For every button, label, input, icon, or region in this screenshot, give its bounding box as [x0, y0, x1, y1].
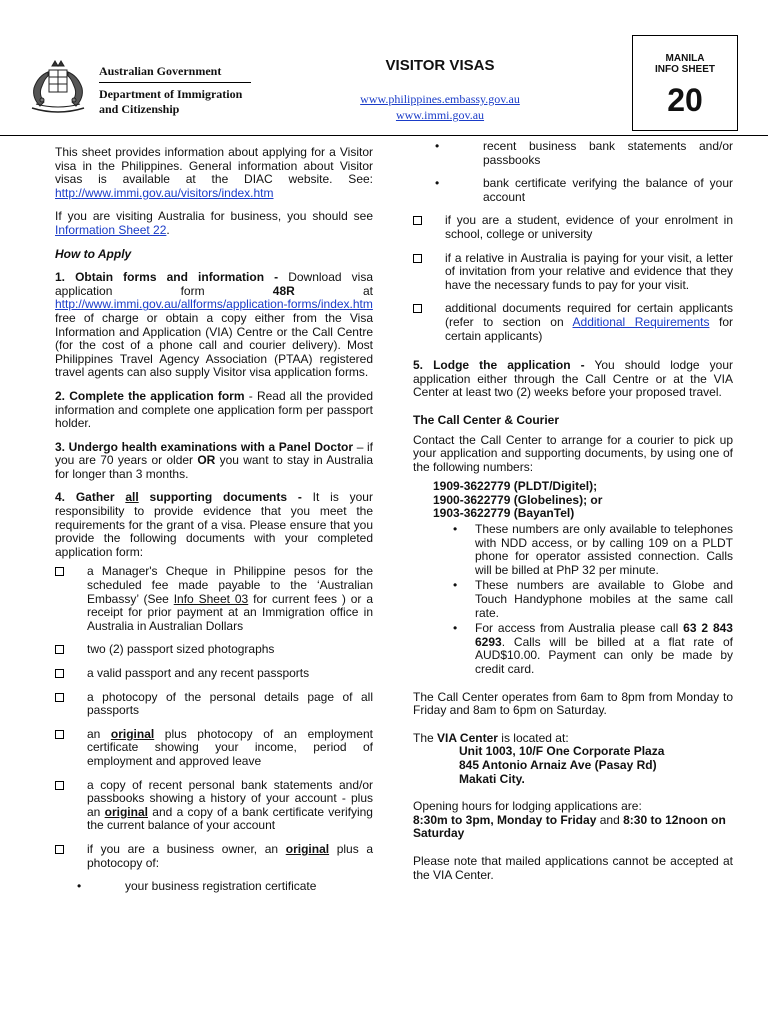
item-additional-text-a: additional documents required for certain applicants (refer to section on — [445, 301, 733, 329]
item-5-text-b: plus photocopy of an employment certificate showing your income, period of employment and approved leave — [87, 726, 373, 768]
via-text-a: The — [413, 730, 434, 745]
embassy-link[interactable]: www.philippines.embassy.gov.au — [360, 92, 520, 106]
step-3-heading: 3. Undergo health examinations with a Panel Doctor — [55, 439, 354, 454]
phone-number: 1909-3622779 (PLDT/Digitel); — [433, 479, 598, 494]
info-sheet-03-ref: Info Sheet 03 — [173, 591, 249, 606]
intro-paragraph — [55, 146, 373, 200]
info-label-1: MANILA — [665, 53, 705, 64]
item-additional-text-b: for certain applicants) — [445, 314, 733, 343]
step-3-text-a: – if you are 70 years or older — [55, 439, 373, 468]
forms-link[interactable]: http://www.immi.gov.au/allforms/application-forms/index.htm — [55, 297, 373, 312]
step-4 — [55, 491, 373, 559]
checkbox-icon — [55, 669, 64, 678]
step-3-text-b: you want to stay in Australia for longer than 3 months. — [55, 453, 373, 481]
step-5-text: You should lodge your application either through the Call Centre or at the VIA Center at least two (2) weeks before your proposed travel. — [413, 358, 733, 400]
checkbox-icon — [55, 567, 64, 576]
checkbox-icon — [413, 254, 422, 263]
dept-line-1: Department of Immigration — [99, 87, 243, 101]
phone-number: 1903-3622779 (BayanTel) — [433, 506, 575, 521]
business-paragraph — [55, 210, 373, 237]
checklist-item — [55, 643, 373, 657]
opening-hours-heading: Opening hours for lodging applications are: — [413, 799, 642, 814]
checklist-item — [55, 691, 373, 718]
step-4-text: It is your responsibility to provide evidence that you meet the requirements for the grant of a visa. Please ensure that you provide the following documents with your completed application form: — [55, 490, 373, 559]
item-1-text-b: for current fees ) or a receipt for prior payment at an Immigration office in Australia in Australian Dollars — [87, 591, 373, 633]
item-6-text-b: and a copy of a bank certificate verifying the current balance of your account — [87, 804, 373, 833]
step-4-heading-a: 4. Gather — [55, 490, 115, 505]
gov-name: Australian Government — [99, 64, 222, 78]
note-item — [413, 579, 733, 620]
checkbox-icon — [55, 645, 64, 654]
how-to-apply-heading: How to Apply — [55, 246, 132, 261]
call-center-hours: The Call Center operates from 6am to 8pm from Monday to Friday and 8am to 6pm on Saturday. — [413, 689, 733, 718]
step-1-text-a: Download visa application form — [55, 270, 373, 298]
mail-note: Please note that mailed applications cannot be accepted at the VIA Center. — [413, 853, 733, 882]
via-text-c: is located at: — [501, 730, 569, 745]
via-center-name: VIA Center — [437, 730, 498, 745]
item-7-text-b: plus a photocopy of: — [87, 841, 374, 870]
hours-and: and — [599, 812, 620, 827]
bullet-icon: • — [453, 621, 458, 636]
checkbox-icon — [413, 216, 422, 225]
note-1-text: These numbers are only available to telephones with NDD access, or by calling 109 on a PLDT phone for operator assisted connection. Calls will be billed at PhP 32 per minute. — [475, 522, 733, 577]
step-3-or: OR — [197, 453, 216, 468]
bullet-icon: • — [453, 522, 458, 537]
item-1-text-a: a Manager's Cheque in Philippine pesos for the scheduled fee made payable to the ‘Australian Embassy’ (See — [87, 564, 373, 606]
sub-item-1-text: your business registration certificate — [125, 879, 317, 894]
phone-number: 1900-3622779 (Globelines); or — [433, 492, 603, 507]
item-6-original: original — [104, 804, 148, 819]
left-column — [55, 146, 373, 904]
checkbox-icon — [413, 304, 422, 313]
info-sheet-number: 20 — [667, 82, 703, 118]
item-4-text: a photocopy of the personal details page of all passports — [87, 689, 373, 718]
header-divider — [0, 135, 768, 136]
australia-phone-number: 63 2 843 6293 — [475, 621, 733, 649]
address-line: Unit 1003, 10/F One Corporate Plaza — [459, 744, 665, 759]
step-2 — [55, 390, 373, 431]
note-2-text: These numbers are available to Globe and Touch Handyphone mobiles at the same call rate. — [475, 578, 733, 620]
business-end: . — [166, 222, 170, 237]
step-1 — [55, 271, 373, 380]
item-relative-text: if a relative in Australia is paying for your visit, a letter of invitation from your relative and evidence that they have the necessary funds to pay for your visit. — [445, 250, 733, 292]
page-title: VISITOR VISAS — [385, 57, 495, 74]
bullet-icon: • — [453, 578, 458, 593]
checkbox-icon — [55, 845, 64, 854]
sub-item-2-text: recent business bank statements and/or passbooks — [483, 139, 733, 167]
address-line: 845 Antonio Arnaiz Ave (Pasay Rd) — [459, 757, 657, 772]
checklist-item — [413, 302, 733, 343]
bullet-item — [413, 177, 733, 204]
checklist-item — [55, 779, 373, 833]
business-text: If you are visiting Australia for business, you should see — [55, 209, 373, 224]
bullet-item — [55, 880, 373, 894]
step-2-text: - Read all the provided information and complete one application form per passport holder. — [55, 388, 373, 431]
step-4-heading-b: supporting documents - — [149, 490, 302, 505]
step-4-all: all — [125, 490, 139, 505]
step-5-heading: 5. Lodge the application - — [413, 358, 585, 373]
step-5 — [413, 359, 733, 400]
note-3-text-a: For access from Australia please call — [475, 621, 679, 636]
checklist-item — [55, 728, 373, 769]
note-item — [413, 622, 733, 676]
item-5-original: original — [110, 726, 155, 741]
step-3 — [55, 441, 373, 482]
visitors-link[interactable]: http://www.immi.gov.au/visitors/index.htm — [55, 185, 274, 200]
opening-hours — [413, 814, 733, 841]
bullet-icon: • — [435, 139, 440, 153]
bullet-item — [413, 140, 733, 167]
checkbox-icon — [55, 693, 64, 702]
step-2-heading: 2. Complete the application form — [55, 388, 245, 403]
government-branding — [99, 64, 251, 117]
bullet-icon: • — [435, 176, 440, 191]
form-48r: 48R — [272, 283, 295, 298]
via-address — [413, 745, 733, 786]
bullet-icon: • — [77, 879, 82, 894]
step-1-heading: 1. Obtain forms and information - — [55, 270, 279, 285]
checklist-item — [55, 565, 373, 633]
item-6-text-a: a copy of recent personal bank statements and/or passbooks showing a history of your account - plus an — [87, 777, 373, 819]
intro-text: This sheet provides information about applying for a Visitor visa in the Philippines. General information about Visitor visas is available at the DIAC website. See: — [55, 145, 373, 187]
checkbox-icon — [55, 781, 64, 790]
additional-requirements-link[interactable]: Additional Requirements — [572, 314, 710, 329]
immi-link[interactable]: www.immi.gov.au — [395, 108, 485, 122]
call-center-heading: The Call Center & Courier — [413, 412, 560, 427]
checklist-item — [413, 252, 733, 293]
note-3-text-b: . Calls will be billed at a flat rate of AUD$10.00. Payment can only be made by credit card. — [475, 634, 733, 676]
header-urls — [330, 91, 550, 123]
item-7-original: original — [285, 841, 330, 856]
saturday-hours: 8:30 to 12noon on Saturday — [413, 812, 726, 841]
item-3-text: a valid passport and any recent passports — [87, 666, 310, 680]
info-sheet-22-link[interactable]: Information Sheet 22 — [55, 222, 167, 237]
checklist-item — [413, 214, 733, 241]
via-center-intro — [413, 732, 733, 746]
call-center-text: Contact the Call Center to arrange for a courier to pick up your application and supporting documents, by using one of the following numbers: — [413, 432, 733, 474]
step-1-text-b: free of charge or obtain a copy either from the Visa Information and Application (VIA) Centre or the Call Centre (for the cost of a phone call and courier delivery). Most Philippines Travel Agency Association (PTAA) registered travel agents can also supply Visitor visa application forms. — [55, 310, 373, 380]
checklist-item — [55, 843, 373, 870]
right-column — [413, 140, 733, 892]
gov-divider — [99, 82, 251, 83]
item-7-text-a: if you are a business owner, an — [87, 841, 279, 856]
note-item — [413, 523, 733, 577]
info-sheet-box — [632, 35, 738, 131]
item-5-text-a: an — [87, 726, 101, 741]
sub-item-3-text: bank certificate verifying the balance of your account — [483, 176, 733, 204]
checklist-item — [55, 667, 373, 681]
item-student-text: if you are a student, evidence of your enrolment in school, college or university — [445, 213, 733, 241]
info-label-2: INFO SHEET — [654, 64, 715, 75]
step-1-at: at — [363, 283, 374, 298]
item-2-text: two (2) passport sized photographs — [87, 642, 275, 657]
address-line: Makati City. — [459, 771, 525, 786]
checkbox-icon — [55, 730, 64, 739]
weekday-hours: 8:30m to 3pm, Monday to Friday — [413, 812, 597, 827]
dept-line-2: and Citizenship — [99, 102, 180, 116]
phone-numbers — [413, 480, 733, 521]
coat-of-arms-logo — [22, 58, 94, 118]
